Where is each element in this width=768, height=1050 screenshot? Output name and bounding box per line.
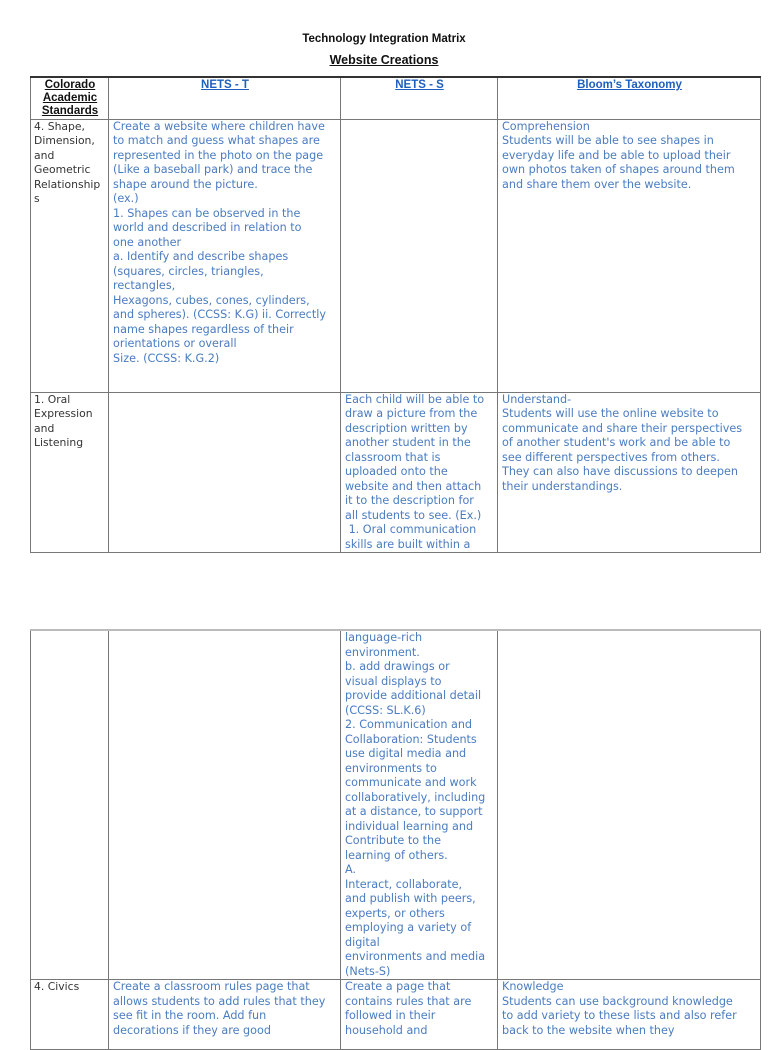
cell-text-line: all students to see. (Ex.)	[345, 508, 482, 522]
cell-text-line: name shapes regardless of their	[113, 322, 294, 336]
cell-text-line: Contribute to the	[345, 834, 442, 847]
cell-text-line: followed in their	[345, 1009, 436, 1022]
cell-text-line: 2. Communication and	[345, 718, 473, 731]
cell-text-line: A.	[345, 863, 357, 876]
standard-cell	[31, 392, 109, 553]
integration-matrix-table-page-1	[30, 76, 761, 553]
cell-text-line: b. add drawings or	[345, 660, 450, 673]
cell-text-line: provide additional detail	[345, 689, 482, 702]
cell-text-line: communicate and work	[345, 776, 477, 789]
header-nets-s[interactable]: NETS - S	[341, 77, 498, 119]
cell-text-line: Listening	[34, 436, 84, 449]
cell-text-line: 4. Shape,	[34, 119, 85, 133]
header-blooms-taxonomy[interactable]: Bloom’s Taxonomy	[498, 77, 761, 119]
cell-text-line: (Nets-S)	[345, 964, 391, 978]
cell-text-line: to add variety to these lists and also refer	[502, 1009, 737, 1022]
integration-matrix-table-page-2	[30, 629, 761, 1050]
cell-text-line: collaboratively, including	[345, 790, 486, 804]
cell-text-line: communicate and share their perspectives	[502, 421, 743, 435]
cell-text-line: environments to	[345, 761, 437, 775]
nets-t-cell	[109, 119, 341, 392]
cell-text-line: it to the description for	[345, 494, 474, 507]
cell-text-line: website and then attach	[345, 479, 482, 493]
cell-text-line: skills are built within a	[345, 537, 471, 551]
cell-text-line: use digital media and	[345, 747, 467, 760]
cell-text-line: and	[34, 421, 55, 435]
standard-cell	[31, 630, 109, 980]
cell-text-line: digital	[345, 935, 380, 949]
cell-text-line: environment.	[345, 645, 420, 659]
standard-cell	[31, 980, 109, 1050]
cell-text-line: (Like a baseball park) and trace the	[113, 163, 313, 176]
cell-text-line: decorations if they are good	[113, 1023, 271, 1037]
cell-text-line: world and described in relation to	[113, 221, 302, 234]
cell-text-line: language-rich	[345, 631, 423, 644]
table-header-row	[31, 77, 761, 119]
cell-text-line: 1. Oral	[34, 392, 71, 406]
cell-text-line: They can also have discussions to deepen	[502, 465, 738, 478]
blooms-cell	[498, 630, 761, 980]
cell-text-line: (squares, circles, triangles,	[113, 264, 264, 278]
cell-text-line: of another student's work and be able to	[502, 436, 731, 449]
nets-t-cell	[109, 392, 341, 553]
cell-text-line: to match and guess what shapes are	[113, 134, 320, 147]
table-row	[31, 392, 761, 553]
cell-text-line: represented in the photo on the page	[113, 148, 324, 162]
cell-text-line: s	[34, 192, 40, 205]
cell-text-line: Understand-	[502, 392, 572, 406]
nets-s-cell	[341, 980, 498, 1050]
standard-cell	[31, 119, 109, 392]
cell-text-line: classroom that is	[345, 450, 441, 464]
cell-text-line: their understandings.	[502, 479, 623, 493]
nets-s-cell	[341, 119, 498, 392]
cell-text-line: Knowledge	[502, 980, 564, 993]
cell-text-line: 1. Oral communication	[345, 523, 477, 536]
cell-text-line: Hexagons, cubes, cones, cylinders,	[113, 293, 310, 307]
cell-text-line: at a distance, to support	[345, 805, 483, 818]
cell-text-line: household and	[345, 1023, 428, 1037]
header-nets-t[interactable]: NETS - T	[109, 77, 341, 119]
header-colorado-academic-standards: Colorado Academic Standards	[31, 77, 109, 119]
cell-text-line: a. Identify and describe shapes	[113, 250, 289, 263]
cell-text-line: uploaded onto the	[345, 465, 448, 478]
cell-text-line: everyday life and be able to upload their	[502, 148, 731, 162]
blooms-cell	[498, 392, 761, 553]
cell-text-line: own photos taken of shapes around them	[502, 163, 735, 176]
cell-text-line: Geometric	[34, 163, 91, 176]
cell-text-line: and	[34, 148, 55, 162]
cell-text-line: Size. (CCSS: K.G.2)	[113, 351, 220, 365]
table-row	[31, 119, 761, 392]
cell-text-line: visual displays to	[345, 674, 442, 688]
cell-text-line: Create a classroom rules page that	[113, 980, 310, 993]
cell-text-line: see different perspectives from others.	[502, 450, 720, 464]
cell-text-line: Expression	[34, 407, 93, 420]
blooms-cell	[498, 980, 761, 1050]
nets-t-cell	[109, 630, 341, 980]
nets-t-cell	[109, 980, 341, 1050]
cell-text-line: and spheres). (CCSS: K.G) ii. Correctly	[113, 308, 326, 321]
cell-text-line: Collaboration: Students	[345, 732, 477, 746]
cell-text-line: orientations or overall	[113, 337, 237, 350]
cell-text-line: rectangles,	[113, 279, 176, 292]
cell-text-line: (ex.)	[113, 192, 139, 205]
cell-text-line: Comprehension	[502, 119, 590, 133]
cell-text-line: environments and media	[345, 950, 486, 963]
cell-text-line: Students will be able to see shapes in	[502, 134, 714, 147]
table-row	[31, 630, 761, 980]
cell-text-line: Create a website where children have	[113, 119, 325, 133]
document-subtitle: Website Creations	[329, 53, 439, 67]
cell-text-line: description written by	[345, 421, 468, 435]
cell-text-line: 4. Civics	[34, 980, 80, 993]
cell-text-line: see fit in the room. Add fun	[113, 1009, 267, 1022]
cell-text-line: Dimension,	[34, 134, 95, 147]
nets-s-cell	[341, 392, 498, 553]
cell-text-line: Each child will be able to	[345, 392, 485, 406]
table-row	[31, 980, 761, 1050]
blooms-cell	[498, 119, 761, 392]
cell-text-line: and share them over the website.	[502, 177, 692, 191]
cell-text-line: back to the website when they	[502, 1023, 675, 1037]
nets-s-cell	[341, 630, 498, 980]
document-title: Technology Integration Matrix	[302, 33, 466, 45]
cell-text-line: and publish with peers,	[345, 892, 476, 905]
cell-text-line: Students will use the online website to	[502, 407, 719, 420]
cell-text-line: another student in the	[345, 436, 471, 449]
cell-text-line: experts, or others	[345, 906, 445, 920]
cell-text-line: Create a page that	[345, 980, 451, 993]
cell-text-line: learning of others.	[345, 848, 448, 862]
cell-text-line: 1. Shapes can be observed in the	[113, 206, 301, 220]
cell-text-line: Relationship	[34, 177, 101, 191]
cell-text-line: allows students to add rules that they	[113, 994, 326, 1008]
cell-text-line: shape around the picture.	[113, 177, 258, 191]
cell-text-line: Students can use background knowledge	[502, 994, 733, 1008]
cell-text-line: (CCSS: SL.K.6)	[345, 703, 426, 717]
cell-text-line: individual learning and	[345, 819, 474, 833]
cell-text-line: employing a variety of	[345, 921, 472, 934]
cell-text-line: draw a picture from the	[345, 407, 478, 420]
cell-text-line: Interact, collaborate,	[345, 877, 463, 891]
cell-text-line: contains rules that are	[345, 994, 472, 1008]
cell-text-line: one another	[113, 235, 182, 249]
